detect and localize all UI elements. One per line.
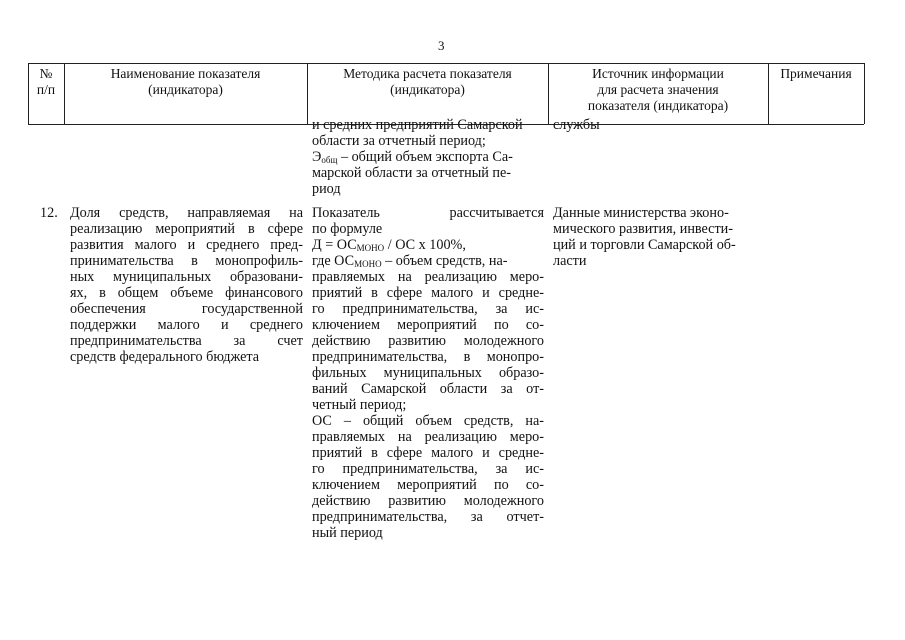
header-name: Наименование показателя (индикатора) [110,66,261,97]
header-method: Методика расчета показателя (индикатора) [343,66,512,97]
continuation-source-text: службы [553,117,600,133]
header-source: Источник информации для расчета значения показателя (индикатора) [587,66,729,113]
row-number: 12. [40,205,58,221]
calculation-method: Показатель рассчитывается по формуле $Д = ОС_{МОНО}$ / ОС х 100%, где $ОС_{МОНО}$ – объем средств, на- правляемых на реализацию меро- приятий в сфере малого и средне- го предпринимательства, за ис- ключением мероприятий по со- действию развитию молодежного предпринимательства, в монопро- фильных муниципальных образо- ваний Самарской области за от- четный период; ОС – общий объем средств, на- правляемых на реализацию меро- приятий в сфере малого и средне- го предпринимательства, за ис- ключением мероприятий по со- действию развитию молодежного предпринимательства, за отчет- ный период [312,205,544,541]
header-notes: Примечания [780,66,852,81]
indicator-name: Доля средств, направляемая на реализацию мероприятий в сфере развития малого и среднего пред- принимательства в монопрофиль- ных муниципальных образовани- ях, в общем объеме финансового обеспечения государственной поддержки малого и среднего предпринимательства за счет средств федерального бюджета [70,205,303,365]
information-source: Данные министерства эконо- мического развития, инвести- ций и торговли Самарской об- ласти [553,205,736,269]
column-divider [864,63,865,124]
continuation-method-text: и средних предприятий Самарской области за отчетный период; $Э_{общ}$ – общий объем экспорта Са- марской области за отчетный пе- риод [312,117,523,197]
page-number: 3 [438,38,445,53]
formula: $Д = ОС_{МОНО}$ / ОС х 100%, [312,237,466,253]
header-number: № п/п [36,66,56,97]
